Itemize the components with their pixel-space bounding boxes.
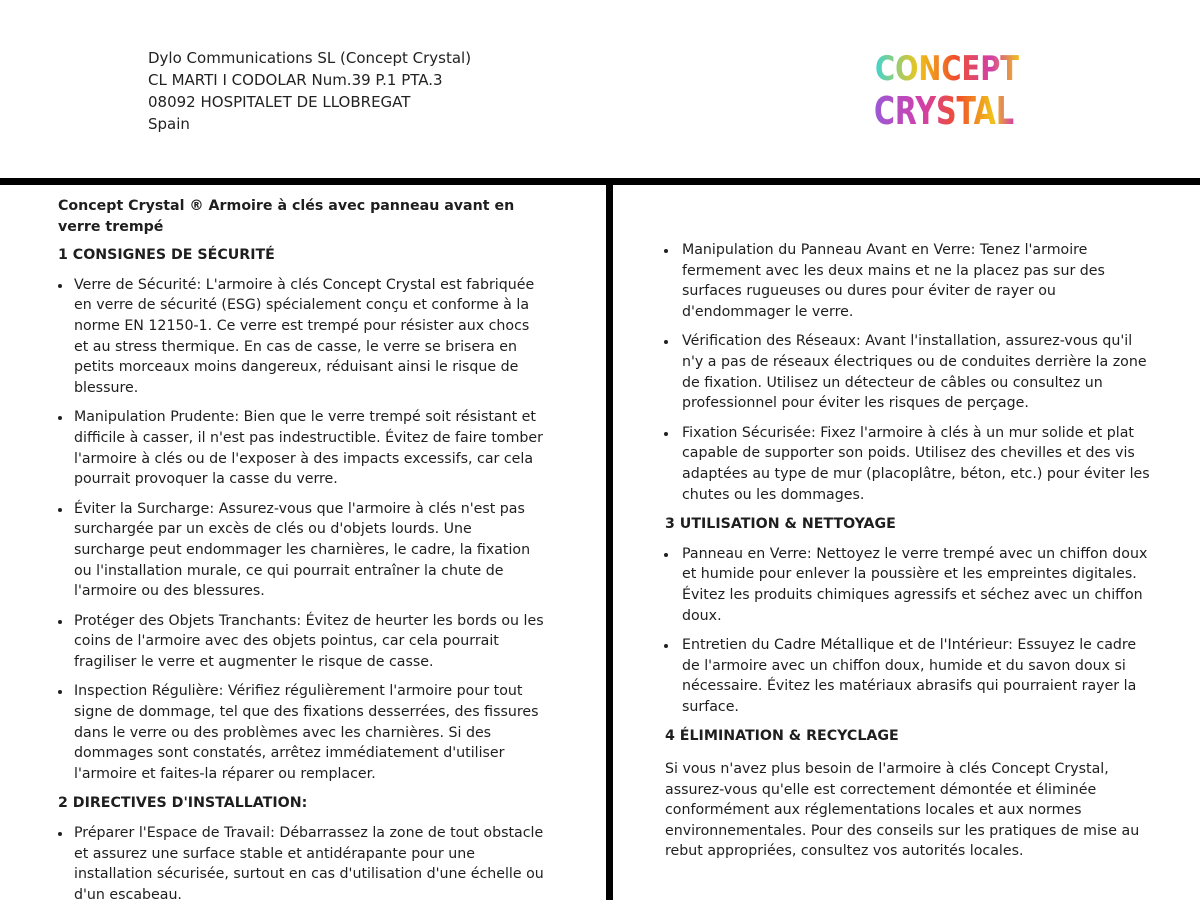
list-item: Entretien du Cadre Métallique et de l'Intérieur: Essuyez le cadre de l'armoire avec un chiffon doux, humide et du savon doux si nécessaire. Évitez les matériaux abrasifs qui pourraient rayer la surface. [665,635,1155,717]
section-heading-safety: 1 CONSIGNES DE SÉCURITÉ [58,247,275,264]
list-item: Panneau en Verre: Nettoyez le verre trempé avec un chiffon doux et humide pour enlever la poussière et les empreintes digitales. Évitez les produits chimiques agressifs et séchez avec un chiffon doux. [665,544,1155,626]
list-item: Inspection Régulière: Vérifiez régulièrement l'armoire pour tout signe de dommage, tel que des fixations desserrées, des fissures dans le verre ou des problèmes avec les charnières. Si des dommages sont constatés, arrêtez immédiatement d'utiliser l'armoire et faites-la réparer ou remplacer. [58,681,544,784]
list-item: Verre de Sécurité: L'armoire à clés Concept Crystal est fabriquée en verre de sécurité (ESG) spécialement conçu et conforme à la norme EN 12150-1. Ce verre est trempé pour résister aux chocs et au stress thermique. En cas de casse, le verre se brisera en petits morceaux moins dangereux, réduisant ainsi le risque de blessure. [58,275,544,399]
logo-word-crystal: CRYSTAL [874,89,1014,133]
section-heading-disposal: 4 ÉLIMINATION & RECYCLAGE [665,728,899,745]
safety-list [58,275,544,785]
company-address [148,47,471,135]
left-column [58,196,544,914]
address-line-country: Spain [148,115,190,133]
list-item: Préparer l'Espace de Travail: Débarrassez la zone de tout obstacle et assurez une surface stable et antidérapante pour une installation sécurisée, surtout en cas d'utilisation d'une échelle ou d'un escabeau. [58,823,544,905]
list-item: Manipulation Prudente: Bien que le verre trempé soit résistant et difficile à casser, il n'est pas indestructible. Évitez de faire tomber l'armoire à clés ou de l'exposer à des impacts excessifs, car cela pourrait provoquer la casse du verre. [58,407,544,489]
section-heading-installation: 2 DIRECTIVES D'INSTALLATION: [58,795,308,812]
section-heading-usage-cleaning: 3 UTILISATION & NETTOYAGE [665,516,896,533]
column-divider [606,178,613,900]
list-item: Protéger des Objets Tranchants: Évitez de heurter les bords ou les coins de l'armoire avec des objets pointus, car cela pourrait fragiliser le verre et augmenter le risque de casse. [58,611,544,673]
address-line-city: 08092 HOSPITALET DE LLOBREGAT [148,93,411,111]
installation-list-part1 [58,823,544,905]
disposal-paragraph: Si vous n'avez plus besoin de l'armoire à clés Concept Crystal, assurez-vous qu'elle est correctement démontée et éliminée conformément aux réglementations locales et aux normes environnementales. Pour des conseils sur les pratiques de mise au rebut appropriées, consultez vos autorités locales. [665,761,1140,860]
right-column [665,240,1155,862]
list-item: Manipulation du Panneau Avant en Verre: Tenez l'armoire fermement avec les deux mains et ne la placez pas sur des surfaces rugueuses ou dures pour éviter de rayer ou d'endommager le verre. [665,240,1155,322]
document-title: Concept Crystal ® Armoire à clés avec panneau avant en verre trempé [58,198,515,235]
list-item: Vérification des Réseaux: Avant l'installation, assurez-vous qu'il n'y a pas de réseaux électriques ou de conduites derrière la zone de fixation. Utilisez un détecteur de câbles ou consultez un professionnel pour éviter les risques de perçage. [665,331,1155,413]
list-item: Fixation Sécurisée: Fixez l'armoire à clés à un mur solide et plat capable de supporter son poids. Utilisez des chevilles et des vis adaptées au type de mur (placoplâtre, béton, etc.) pour éviter les chutes ou les dommages. [665,423,1155,505]
address-line-street: CL MARTI I CODOLAR Num.39 P.1 PTA.3 [148,71,443,89]
installation-list-part2 [665,240,1155,505]
address-line-company: Dylo Communications SL (Concept Crystal) [148,49,472,67]
usage-cleaning-list [665,544,1155,718]
header-divider [0,178,1200,185]
concept-crystal-logo [872,40,1022,132]
logo-word-concept: CONCEPT [875,49,1020,89]
list-item: Éviter la Surcharge: Assurez-vous que l'armoire à clés n'est pas surchargée par un excès de clés ou d'objets lourds. Une surcharge peut endommager les charnières, le cadre, la fixation ou l'installation murale, ce qui pourrait entraîner la chute de l'armoire ou des blessures. [58,499,544,602]
